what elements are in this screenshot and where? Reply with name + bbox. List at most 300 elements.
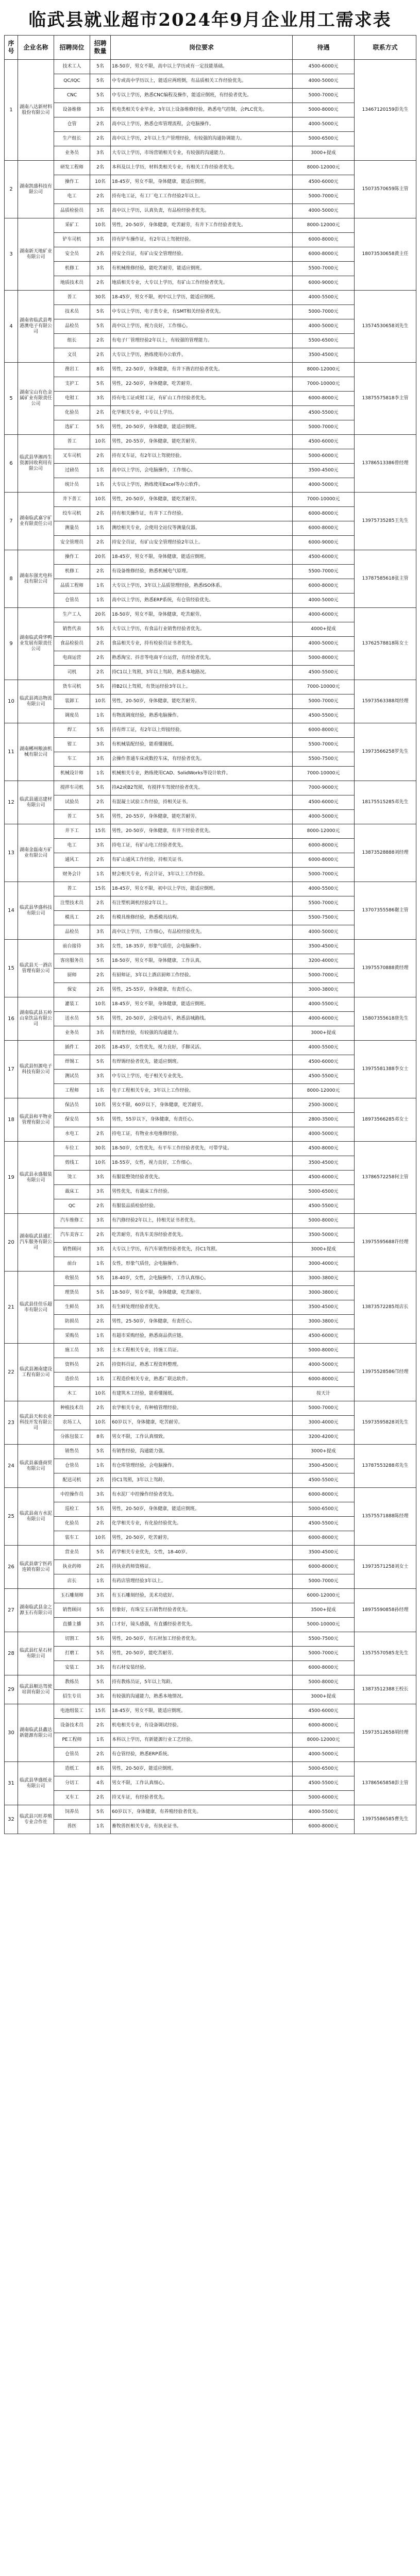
- job-requirements: 持有焊工证，有2年以上焊接经验。: [111, 723, 293, 738]
- job-count: 2名: [90, 637, 111, 651]
- job-salary: 5000-8000元: [293, 103, 355, 117]
- job-salary: 4500-5500元: [293, 1199, 355, 1214]
- job-salary: 4500-6000元: [293, 1055, 355, 1070]
- job-title: 销售员: [54, 1445, 90, 1459]
- company-name: 临武县鸿达物流有限公司: [18, 680, 54, 723]
- company-name: 临武县嘉盛商贸有限公司: [18, 1445, 54, 1488]
- job-count: 2名: [90, 1473, 111, 1488]
- table-row: [5, 1272, 416, 1286]
- job-count: 8名: [90, 363, 111, 377]
- row-number: 19: [5, 1142, 18, 1214]
- job-count: 2名: [90, 348, 111, 363]
- job-count: 5名: [90, 60, 111, 74]
- table-row: [5, 291, 416, 305]
- contact-info: 13574530658刘先生: [355, 291, 416, 363]
- row-number: 12: [5, 781, 18, 824]
- job-salary: 3500-4500元: [293, 464, 355, 478]
- job-requirements: 持有电工证或钳工证，有矿山工作经验者优先。: [111, 392, 293, 406]
- job-requirements: 持电工证，有物业水电维修经验。: [111, 1127, 293, 1142]
- job-count: 1名: [90, 464, 111, 478]
- job-salary: 4500-5500元: [293, 1070, 355, 1084]
- job-title: 操作工: [54, 175, 90, 190]
- job-salary: 6000-8000元: [293, 839, 355, 853]
- job-requirements: 男女不限，工作认真细致。: [111, 1430, 293, 1445]
- row-number: 15: [5, 940, 18, 997]
- table-body: [5, 60, 416, 1834]
- job-salary: 3500-4500元: [293, 1546, 355, 1560]
- job-title: 化验员: [54, 406, 90, 420]
- job-requirements: 18-50岁，男女不限，身体健康，工作认真。: [111, 954, 293, 969]
- job-count: 3名: [90, 1589, 111, 1603]
- job-title: 裁床工: [54, 1185, 90, 1199]
- job-title: 凿岩工: [54, 363, 90, 377]
- job-salary: 5000-6500元: [293, 132, 355, 146]
- job-title: 工程师: [54, 1084, 90, 1098]
- job-title: 烫工: [54, 1171, 90, 1185]
- job-salary: 4500-6000元: [293, 60, 355, 74]
- job-salary: 4500-6000元: [293, 1704, 355, 1719]
- job-requirements: 60岁以下，身体健康，有养殖经验者优先。: [111, 1805, 293, 1820]
- job-salary: 8000-12000元: [293, 363, 355, 377]
- job-title: 前台接待: [54, 940, 90, 954]
- job-requirements: 男性，20-50岁，能适应倒班。: [111, 1762, 293, 1776]
- job-requirements: 男性，20-50岁，吃苦耐劳。: [111, 1531, 293, 1546]
- company-name: 临武县和平物业管理有限公司: [18, 1098, 54, 1142]
- company-name: 湖南临武县金之源玉石有限公司: [18, 1589, 54, 1632]
- job-count: 1名: [90, 1257, 111, 1272]
- job-requirements: 持有铲车操作证，有2年以上驾驶经验。: [111, 233, 293, 247]
- job-requirements: 男性，20-50岁，身体健康，能吃苦耐劳。: [111, 694, 293, 709]
- table-row: [5, 723, 416, 738]
- job-title: 井下普工: [54, 493, 90, 507]
- company-name: 湖南临武舜华鸭业发展有限责任公司: [18, 608, 54, 680]
- job-requirements: 男性，22-50岁，身体健康，有井下凿岩经验者优先。: [111, 363, 293, 377]
- job-requirements: 有物流调度经验，熟悉电脑操作。: [111, 709, 293, 723]
- job-count: 3名: [90, 1300, 111, 1315]
- job-title: 灌装工: [54, 997, 90, 1012]
- job-title: 农场工人: [54, 1416, 90, 1430]
- job-requirements: 18-50岁，女性优先，有平车工作经验者优先，可带学徒。: [111, 1142, 293, 1156]
- job-requirements: 18-40岁，女性，会电脑操作，工作认真细心。: [111, 1272, 293, 1286]
- job-title: 业务员: [54, 1026, 90, 1041]
- job-salary: 6000-8000元: [293, 1488, 355, 1502]
- job-count: 2名: [90, 1127, 111, 1142]
- job-count: 2名: [90, 1748, 111, 1762]
- job-title: 施工员: [54, 1344, 90, 1358]
- job-title: 电工: [54, 190, 90, 204]
- job-salary: 4000-5000元: [293, 925, 355, 940]
- job-count: 3名: [90, 204, 111, 218]
- job-requirements: 18-55岁，女性，视力良好，工作细心。: [111, 1156, 293, 1171]
- company-name: 临武县恒源电子科技有限公司: [18, 1041, 54, 1098]
- job-count: 5名: [90, 680, 111, 694]
- job-salary: 4500-8000元: [293, 1142, 355, 1156]
- job-requirements: 口才好，镜头感强，有直播经验者优先。: [111, 1618, 293, 1632]
- job-requirements: 中专或高中学历以上，能适应两班倒，有品质相关工作经验优先。: [111, 74, 293, 89]
- job-salary: 4500-6000元: [293, 1329, 355, 1344]
- table-row: [5, 1704, 416, 1719]
- table-row: [5, 1445, 416, 1459]
- job-salary: 6000-8000元: [293, 1661, 355, 1675]
- company-name: 临武县华湘再生资源回收利用有限公司: [18, 435, 54, 493]
- job-count: 5名: [90, 1113, 111, 1127]
- table-row: [5, 1675, 416, 1690]
- job-salary: 3500-4500元: [293, 1459, 355, 1473]
- company-name: 临武县通达建材有限公司: [18, 781, 54, 824]
- job-requirements: 有销售经验，沟通能力强。: [111, 1445, 293, 1459]
- job-requirements: 男性，25-50岁，身体健康，有责任心。: [111, 1315, 293, 1329]
- job-title: 铲车司机: [54, 233, 90, 247]
- job-title: 仓管: [54, 117, 90, 132]
- job-title: 安装工: [54, 1661, 90, 1675]
- job-requirements: 男性，20-50岁，有石材加工经验者优先。: [111, 1632, 293, 1647]
- job-title: 车工: [54, 752, 90, 767]
- job-count: 2名: [90, 1228, 111, 1243]
- row-number: 25: [5, 1488, 18, 1546]
- company-name: 湖南新天地矿业有限公司: [18, 218, 54, 291]
- job-salary: 4500-5500元: [293, 1517, 355, 1531]
- job-requirements: 大专以上学历，有食品行业销售经验者优先。: [111, 622, 293, 637]
- job-requirements: 男性，20-55岁，身体健康，能吃苦耐劳。: [111, 810, 293, 824]
- job-count: 5名: [90, 1272, 111, 1286]
- contact-info: 13467120159彭先生: [355, 60, 416, 161]
- row-number: 29: [5, 1675, 18, 1704]
- job-requirements: 药学相关专业优先，女性，18-40岁。: [111, 1546, 293, 1560]
- job-title: PE工程师: [54, 1733, 90, 1748]
- job-salary: 4500-6000元: [293, 1171, 355, 1185]
- job-count: 3名: [90, 925, 111, 940]
- job-title: QC: [54, 1199, 90, 1214]
- job-salary: 4500-6000元: [293, 435, 355, 449]
- job-count: 2名: [90, 247, 111, 262]
- job-count: 10名: [90, 694, 111, 709]
- job-count: 2名: [90, 651, 111, 666]
- job-requirements: 机电类相关专业毕业，3年以上设备维修经验，熟悉电气控制，会PLC优先。: [111, 103, 293, 117]
- job-requirements: 高中以上学历，工作细心，有品检经验优先。: [111, 925, 293, 940]
- job-salary: 6000-8000元: [293, 507, 355, 521]
- job-requirements: 男性，20-50岁，身体健康，吃苦耐劳，有井下工作经验者优先。: [111, 218, 293, 233]
- contact-info: 13873512388王校长: [355, 1675, 416, 1704]
- job-title: 生鲜员: [54, 1300, 90, 1315]
- job-count: 3名: [90, 103, 111, 117]
- row-number: 5: [5, 363, 18, 435]
- job-title: 收银员: [54, 1272, 90, 1286]
- job-title: 教练员: [54, 1675, 90, 1690]
- contact-info: 15973595828刘先生: [355, 1401, 416, 1445]
- row-number: 13: [5, 824, 18, 882]
- company-name: 临武县天和农业科技开发有限公司: [18, 1401, 54, 1445]
- job-requirements: 18-45岁，女性优先，视力良好，手脚灵活。: [111, 1041, 293, 1055]
- job-salary: 5500-6500元: [293, 334, 355, 348]
- job-salary: 4500-6000元: [293, 550, 355, 565]
- contact-info: 15807355618唐先生: [355, 997, 416, 1041]
- row-number: 17: [5, 1041, 18, 1098]
- contact-info: 13575570585龙先生: [355, 1632, 416, 1675]
- job-count: 1名: [90, 579, 111, 594]
- job-salary: 6000-8000元: [293, 1560, 355, 1574]
- job-count: 5名: [90, 781, 111, 795]
- job-salary: 7000-9000元: [293, 781, 355, 795]
- job-requirements: 持C1驾照，3年以上驾龄。: [111, 1473, 293, 1488]
- job-count: 2名: [90, 449, 111, 464]
- job-count: 2名: [90, 1401, 111, 1416]
- job-requirements: 有玉石雕刻经验，美术功底好。: [111, 1589, 293, 1603]
- job-requirements: 高中以上学历，2年以上生产管理经验，有较强的沟通协调能力。: [111, 132, 293, 146]
- job-salary: 4500-5500元: [293, 709, 355, 723]
- contact-info: 13575571888陈经理: [355, 1488, 416, 1546]
- job-title: 兽医: [54, 1820, 90, 1834]
- header-company: 企业名称: [18, 36, 54, 60]
- contact-info: 13787553288邓先生: [355, 1445, 416, 1488]
- job-count: 3名: [90, 940, 111, 954]
- job-count: 5名: [90, 305, 111, 319]
- job-title: 地质技术员: [54, 276, 90, 291]
- job-title: 理货员: [54, 1286, 90, 1300]
- job-requirements: 18-50岁，男女不限，身体健康，吃苦耐劳。: [111, 608, 293, 622]
- row-number: 4: [5, 291, 18, 363]
- job-requirements: 男性，20-55岁，身体健康，能吃苦耐劳。: [111, 435, 293, 449]
- job-requirements: 持安全员证，有矿山安全管理经验。: [111, 247, 293, 262]
- job-title: 叉车工: [54, 1791, 90, 1805]
- job-requirements: 本科及以上学历，材料类相关专业，有相关工作经验者优先。: [111, 161, 293, 175]
- job-requirements: 有模具维修经验，熟悉模具结构。: [111, 911, 293, 925]
- row-number: 6: [5, 435, 18, 493]
- job-title: 仓管员: [54, 1748, 90, 1762]
- job-title: 招生专员: [54, 1690, 90, 1704]
- job-salary: 4000-5500元: [293, 291, 355, 305]
- job-title: 造纸工: [54, 1762, 90, 1776]
- job-requirements: 女性，形象气质佳，会电脑操作。: [111, 1257, 293, 1272]
- job-title: 普工: [54, 810, 90, 824]
- job-title: 注塑技术员: [54, 896, 90, 911]
- job-count: 10名: [90, 1387, 111, 1401]
- company-name: 湖南临武嘉宇矿业有限责任公司: [18, 493, 54, 550]
- job-requirements: 高中以上学历，视力良好，工作细心。: [111, 319, 293, 334]
- job-count: 2名: [90, 1791, 111, 1805]
- job-requirements: 熟悉淘宝、抖音等电商平台运营，有经验者优先。: [111, 651, 293, 666]
- job-salary: 4500-6000元: [293, 795, 355, 810]
- job-count: 1名: [90, 478, 111, 493]
- job-count: 15名: [90, 824, 111, 839]
- job-salary: 4000-5500元: [293, 1041, 355, 1055]
- job-title: 厨师: [54, 969, 90, 983]
- job-salary: 5000-8000元: [293, 1675, 355, 1690]
- job-title: 电工: [54, 839, 90, 853]
- job-requirements: 有生鲜处理经验者优先。: [111, 1300, 293, 1315]
- job-title: 技术员: [54, 305, 90, 319]
- job-salary: 5000-8000元: [293, 651, 355, 666]
- job-count: 10名: [90, 1156, 111, 1171]
- job-title: 资料员: [54, 1358, 90, 1372]
- job-salary: 5000-7000元: [293, 1647, 355, 1661]
- job-salary: 4000-5000元: [293, 319, 355, 334]
- company-name: 临武县天一酒店管理有限公司: [18, 940, 54, 997]
- job-salary: 3000+提成: [293, 1243, 355, 1257]
- job-title: 客房服务员: [54, 954, 90, 969]
- job-requirements: 高中以上学历，会电脑操作，工作细心。: [111, 464, 293, 478]
- job-salary: 5000-8000元: [293, 1214, 355, 1228]
- table-row: [5, 60, 416, 74]
- job-salary: 5500-7500元: [293, 752, 355, 767]
- table-row: [5, 882, 416, 896]
- job-salary: 5500-7500元: [293, 1632, 355, 1647]
- job-count: 2名: [90, 983, 111, 997]
- job-title: 过磅员: [54, 464, 90, 478]
- job-title: 统计员: [54, 478, 90, 493]
- row-number: 3: [5, 218, 18, 291]
- table-row: [5, 1344, 416, 1358]
- company-name: 临武县佳佳乐超市有限公司: [18, 1272, 54, 1344]
- job-title: 电商运营: [54, 651, 90, 666]
- job-requirements: 有机械维修经验，能吃苦耐劳，能适应倒班。: [111, 262, 293, 276]
- job-salary: 7000-10000元: [293, 377, 355, 392]
- job-requirements: 农学相关专业，有种植管理经验。: [111, 1401, 293, 1416]
- job-requirements: 有药店管理经验3年以上。: [111, 1574, 293, 1589]
- job-count: 3名: [90, 1214, 111, 1228]
- job-count: 5名: [90, 1603, 111, 1618]
- job-salary: 5000-6000元: [293, 449, 355, 464]
- job-salary: 8000-12000元: [293, 1084, 355, 1098]
- job-requirements: 有建筑木工经验，能看懂图纸。: [111, 1387, 293, 1401]
- job-requirements: 土木工程相关专业，持施工员证。: [111, 1344, 293, 1358]
- job-title: 电钳工: [54, 392, 90, 406]
- job-title: 营业员: [54, 1546, 90, 1560]
- job-table: [4, 35, 416, 1834]
- job-requirements: 中专以上学历，熟悉CNC编程及操作，能适应倒班，有经验者优先。: [111, 89, 293, 103]
- job-title: 配送司机: [54, 1473, 90, 1488]
- job-count: 2名: [90, 1517, 111, 1531]
- job-count: 10名: [90, 493, 111, 507]
- job-salary: 5000-7000元: [293, 694, 355, 709]
- job-title: 操作工: [54, 550, 90, 565]
- job-requirements: 持叉车证，有经验者优先。: [111, 1791, 293, 1805]
- job-title: 财务会计: [54, 868, 90, 882]
- job-count: 15名: [90, 882, 111, 896]
- job-title: 测量员: [54, 521, 90, 536]
- job-count: 5名: [90, 1502, 111, 1517]
- job-requirements: 有电子厂管理经验2年以上，有较强的管理能力。: [111, 334, 293, 348]
- job-title: 设备维修: [54, 103, 90, 117]
- job-requirements: 有汽修经验2年以上，持相关证书者优先。: [111, 1214, 293, 1228]
- job-count: 2名: [90, 1719, 111, 1733]
- job-title: 研发工程师: [54, 161, 90, 175]
- job-salary: 5500-7000元: [293, 896, 355, 911]
- company-name: 临武县华盛纸业有限公司: [18, 1762, 54, 1805]
- job-requirements: 有服装整烫经验者优先。: [111, 1171, 293, 1185]
- header-job: 招聘岗位: [54, 36, 90, 60]
- job-requirements: 高中以上学历，熟悉ERP系统，有仓管经验优先。: [111, 594, 293, 608]
- job-count: 10名: [90, 1098, 111, 1113]
- table-row: [5, 493, 416, 507]
- job-requirements: 男性，20-50岁，身体健康，能适应倒班。: [111, 1502, 293, 1517]
- job-requirements: 男女不限，工作认真细心。: [111, 1776, 293, 1791]
- table-row: [5, 435, 416, 449]
- job-title: 司机: [54, 666, 90, 680]
- job-count: 5名: [90, 1286, 111, 1300]
- row-number: 30: [5, 1704, 18, 1762]
- job-count: 2名: [90, 117, 111, 132]
- job-title: 焊锡工: [54, 1055, 90, 1070]
- job-title: 普工: [54, 291, 90, 305]
- job-count: 20名: [90, 1041, 111, 1055]
- company-name: 湖南临武县通汇汽车服务有限公司: [18, 1214, 54, 1272]
- job-salary: 3500-4500元: [293, 1300, 355, 1315]
- job-count: 15名: [90, 1704, 111, 1719]
- job-title: 生产组长: [54, 132, 90, 146]
- job-requirements: 男性，20-50岁，会骑电动车，熟悉县城路线。: [111, 1012, 293, 1026]
- job-requirements: 男性，20-50岁，能吃苦耐劳。: [111, 1647, 293, 1661]
- job-count: 2名: [90, 536, 111, 550]
- job-count: 3名: [90, 1185, 111, 1199]
- contact-info: 13786513386曾经理: [355, 435, 416, 493]
- job-salary: 3000-3800元: [293, 1315, 355, 1329]
- job-requirements: 18-45岁，男女不限，能适应倒班。: [111, 1704, 293, 1719]
- job-count: 8名: [90, 1762, 111, 1776]
- contact-info: 13973566258罗先生: [355, 723, 416, 781]
- row-number: 28: [5, 1632, 18, 1675]
- job-title: 前台: [54, 1257, 90, 1272]
- job-count: 2名: [90, 565, 111, 579]
- job-requirements: 男女不限，60岁以下，身体健康，吃苦耐劳。: [111, 1098, 293, 1113]
- job-title: 普工: [54, 882, 90, 896]
- job-count: 2名: [90, 334, 111, 348]
- header-count: 招聘数量: [90, 36, 111, 60]
- job-count: 5名: [90, 1546, 111, 1560]
- job-requirements: 有较强的沟通能力，熟悉本地情况。: [111, 1690, 293, 1704]
- job-requirements: 大专以上学历，3年以上品质管理经验，熟悉ISO体系。: [111, 579, 293, 594]
- job-salary: 4500-5500元: [293, 1473, 355, 1488]
- job-requirements: 本科以上学历，有新能源行业工艺经验。: [111, 1733, 293, 1748]
- job-count: 2名: [90, 161, 111, 175]
- header-row: [5, 36, 416, 60]
- job-salary: 8000-12000元: [293, 161, 355, 175]
- job-title: 绞车司机: [54, 507, 90, 521]
- row-number: 20: [5, 1214, 18, 1272]
- job-requirements: 机电相关专业，有设备调试经验。: [111, 1719, 293, 1733]
- job-count: 5名: [90, 1055, 111, 1070]
- job-count: 2名: [90, 896, 111, 911]
- job-count: 30名: [90, 291, 111, 305]
- job-salary: 6000-8000元: [293, 521, 355, 536]
- job-salary: 4000-5000元: [293, 1358, 355, 1372]
- job-salary: 8000-12000元: [293, 218, 355, 233]
- job-requirements: 会操作普通车床或数控车床，有经验者优先。: [111, 752, 293, 767]
- job-count: 2名: [90, 666, 111, 680]
- job-requirements: 有混凝土试验工作经验，持相关证书。: [111, 795, 293, 810]
- job-title: 井下工: [54, 824, 90, 839]
- row-number: 1: [5, 60, 18, 161]
- job-title: 安全员: [54, 247, 90, 262]
- contact-info: 13975735285王先生: [355, 493, 416, 550]
- job-title: 中控操作员: [54, 1488, 90, 1502]
- job-salary: 6000-8000元: [293, 853, 355, 868]
- job-count: 3名: [90, 1690, 111, 1704]
- contact-info: 13787585618张主管: [355, 550, 416, 608]
- job-salary: 3000-3800元: [293, 1272, 355, 1286]
- table-row: [5, 363, 416, 377]
- job-requirements: 有注塑机调机经验2年以上。: [111, 896, 293, 911]
- company-name: 湖南省临武县粤港澳电子有限公司: [18, 291, 54, 363]
- job-salary: 4500-6000元: [293, 175, 355, 190]
- row-number: 32: [5, 1805, 18, 1834]
- job-count: 1名: [90, 1372, 111, 1387]
- job-count: 10名: [90, 997, 111, 1012]
- job-requirements: 18-50岁，男女不限，身体健康，吃苦耐劳。: [111, 1286, 293, 1300]
- job-salary: 3000-4000元: [293, 1416, 355, 1430]
- contact-info: 13873528888刘经理: [355, 824, 416, 882]
- contact-info: 15073570659陈主管: [355, 161, 416, 218]
- job-requirements: 持执业药师资格证。: [111, 1560, 293, 1574]
